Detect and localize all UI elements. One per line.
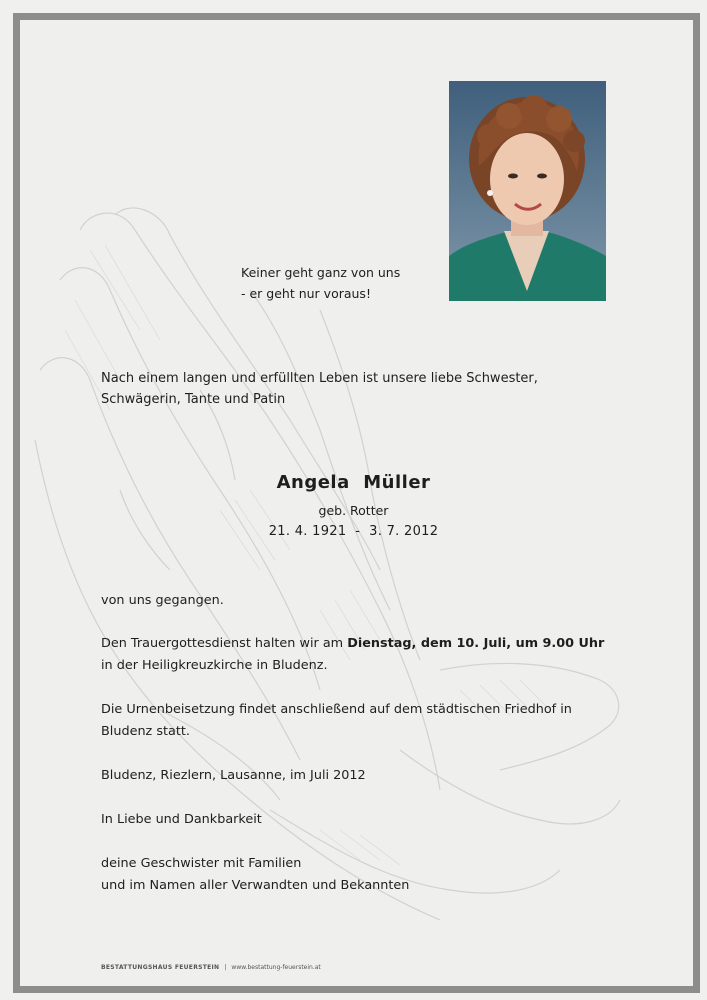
gone-text: von uns gegangen. xyxy=(101,593,224,608)
service-intro: Den Trauergottesdienst halten wir am xyxy=(101,636,348,651)
place-date: Bludenz, Riezlern, Lausanne, im Juli 2012 xyxy=(101,768,366,783)
footer-separator: | xyxy=(224,964,227,971)
intro-line-1: Nach einem langen und erfüllten Leben ist unsere liebe Schwester, xyxy=(101,371,538,386)
family-line-2: und im Namen aller Verwandten und Bekannten xyxy=(101,878,410,893)
maiden-name: geb. Rotter xyxy=(318,503,389,518)
urn-line-2: Bludenz statt. xyxy=(101,724,190,739)
life-dates: 21. 4. 1921 - 3. 7. 2012 xyxy=(268,524,439,539)
praying-hands-watermark xyxy=(20,190,640,960)
family-line-1: deine Geschwister mit Familien xyxy=(101,856,302,871)
gratitude-text: In Liebe und Dankbarkeit xyxy=(101,812,262,827)
service-place: in der Heiligkreuzkirche in Bludenz. xyxy=(101,658,328,673)
service-datetime: Dienstag, dem 10. Juli, um 9.00 Uhr xyxy=(347,636,605,651)
service-paragraph xyxy=(101,633,621,677)
intro-text xyxy=(101,368,581,410)
deceased-name: Angela Müller xyxy=(276,472,431,493)
funeral-home-website[interactable]: www.bestattung-feuerstein.at xyxy=(231,964,321,971)
motto xyxy=(241,262,400,304)
funeral-home-name: BESTATTUNGSHAUS FEUERSTEIN xyxy=(101,964,220,971)
intro-line-2: Schwägerin, Tante und Patin xyxy=(101,392,286,407)
urn-paragraph xyxy=(101,699,621,743)
motto-line-1: Keiner geht ganz von uns xyxy=(241,265,401,280)
urn-line-1: Die Urnenbeisetzung findet anschließend auf dem städtischen Friedhof in xyxy=(101,702,572,717)
footer xyxy=(101,964,321,971)
motto-line-2: - er geht nur voraus! xyxy=(241,286,371,301)
service-line xyxy=(101,633,621,655)
portrait-photo xyxy=(449,81,606,301)
family-signature xyxy=(101,853,621,897)
